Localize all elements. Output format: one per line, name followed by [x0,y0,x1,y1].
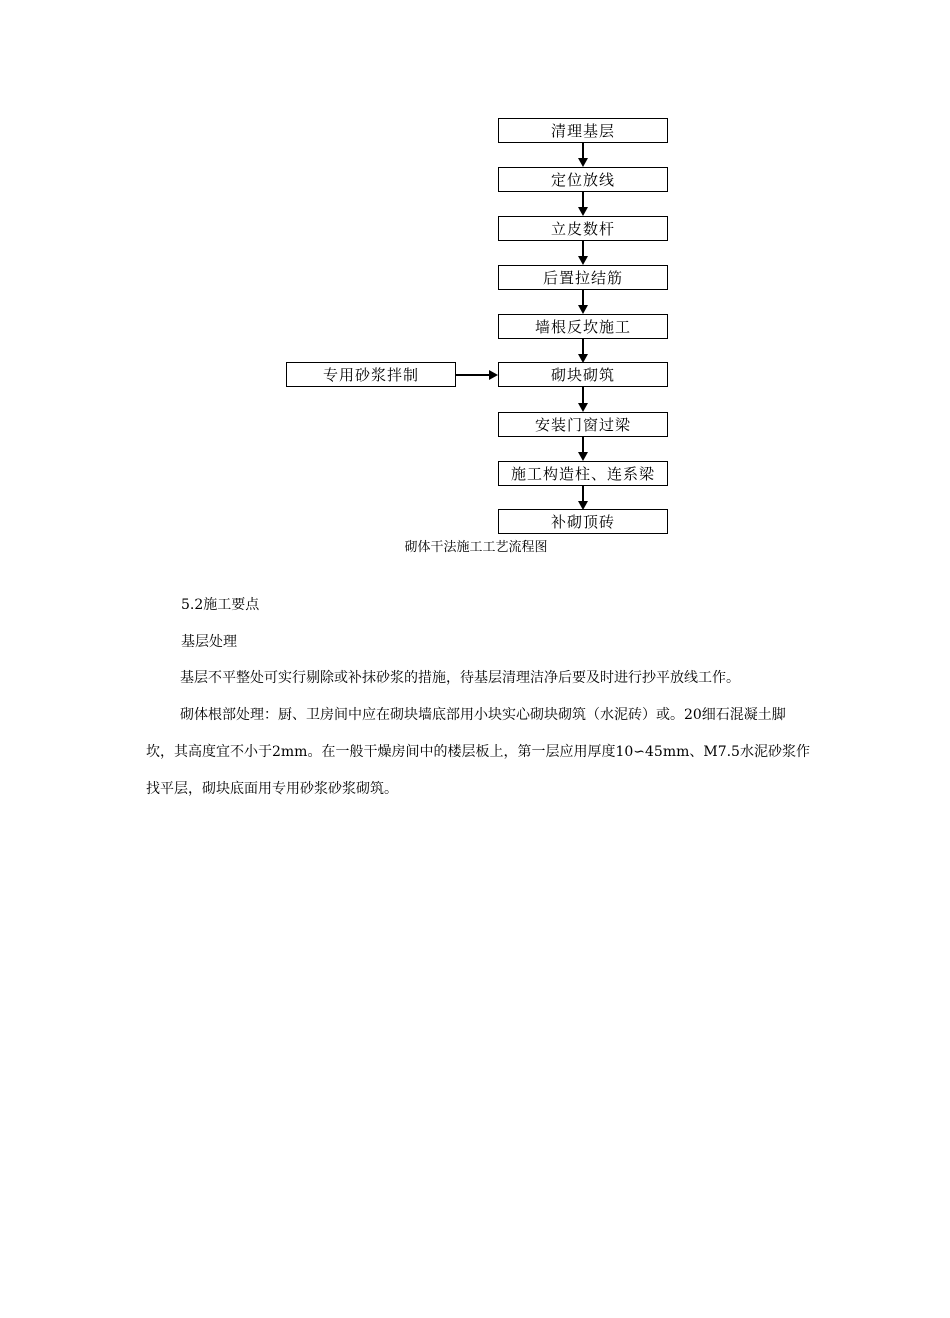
flow-step-layout-lines: 定位放线 [498,167,668,192]
paragraph: 砌体根部处理：厨、卫房间中应在砌块墙底部用小块实心砌块砌筑（水泥砖）或。20细石混凝土脚坎，其高度宜不小于2mm。在一般干燥房间中的楼层板上，第一层应用厚度10∽45mm、M7.5水泥砂浆作找平层，砌块底面用专用砂浆砂浆砌筑。 [146,707,810,797]
flow-step-clean-base: 清理基层 [498,118,668,143]
flow-connector [456,374,490,376]
arrow-down-icon [578,256,588,265]
flow-step-wall-curb: 墙根反坎施工 [498,314,668,339]
flow-step-columns-beams: 施工构造柱、连系梁 [498,461,668,486]
flow-step-story-rod: 立皮数杆 [498,216,668,241]
arrow-right-icon [489,370,498,380]
figure-caption: 砌体干法施工工艺流程图 [404,540,548,555]
body-paragraphs [146,660,812,808]
flow-step-tie-bars: 后置拉结筋 [498,265,668,290]
paragraph: 基层不平整处可实行剔除或补抹砂浆的措施，待基层清理洁净后要及时进行抄平放线工作。 [180,670,740,686]
section-heading: 5.2施工要点 [181,597,260,613]
process-flowchart [0,0,950,560]
flow-step-block-laying: 砌块砌筑 [498,362,668,387]
arrow-down-icon [578,207,588,216]
arrow-down-icon [578,403,588,412]
arrow-down-icon [578,158,588,167]
subsection-heading: 基层处理 [181,634,237,650]
flow-side-mortar-mixing: 专用砂浆拌制 [286,362,456,387]
arrow-down-icon [578,452,588,461]
flow-step-lintels: 安装门窗过梁 [498,412,668,437]
arrow-down-icon [578,305,588,314]
flow-step-top-bricks: 补砌顶砖 [498,509,668,534]
